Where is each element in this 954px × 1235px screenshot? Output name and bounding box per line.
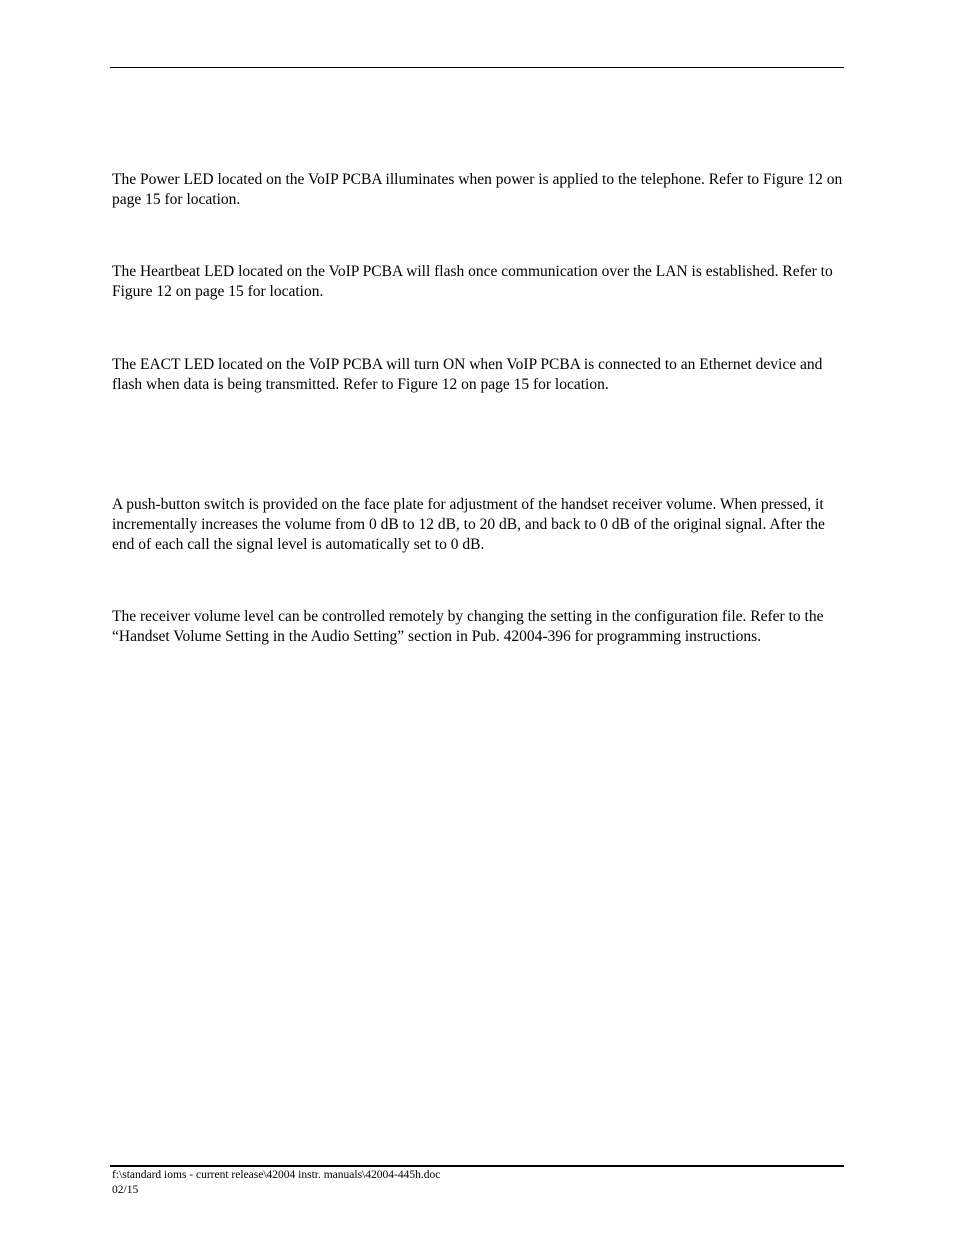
header-rule xyxy=(110,67,844,68)
heartbeat-led-paragraph: The Heartbeat LED located on the VoIP PCBA will flash once communication over the LAN is established. Refer to Figure 12 on page 15 for location. xyxy=(112,263,833,300)
remote-volume-paragraph: The receiver volume level can be controlled remotely by changing the setting in the configuration file. Refer to the “Handset Volume Setting in the Audio Setting” section in Pub. 42004-396 for programming instructions. xyxy=(112,608,824,645)
power-led-paragraph: The Power LED located on the VoIP PCBA illuminates when power is applied to the telephone. Refer to Figure 12 on page 15 for location. xyxy=(112,171,843,208)
volume-switch-paragraph: A push-button switch is provided on the face plate for adjustment of the handset receiver volume. When pressed, it incrementally increases the volume from 0 dB to 12 dB, to 20 dB, and back to 0 dB of the original signal. After the end of each call the signal level is automatically set to 0 dB. xyxy=(112,496,825,553)
footer-file-path: f:\standard ioms - current release\42004 instr. manuals\42004-445h.doc xyxy=(112,1169,441,1181)
eact-led-paragraph: The EACT LED located on the VoIP PCBA will turn ON when VoIP PCBA is connected to an Ethernet device and flash when data is being transmitted. Refer to Figure 12 on page 15 for location. xyxy=(112,356,823,393)
footer-rule xyxy=(110,1165,844,1167)
footer-date: 02/15 xyxy=(112,1184,139,1196)
